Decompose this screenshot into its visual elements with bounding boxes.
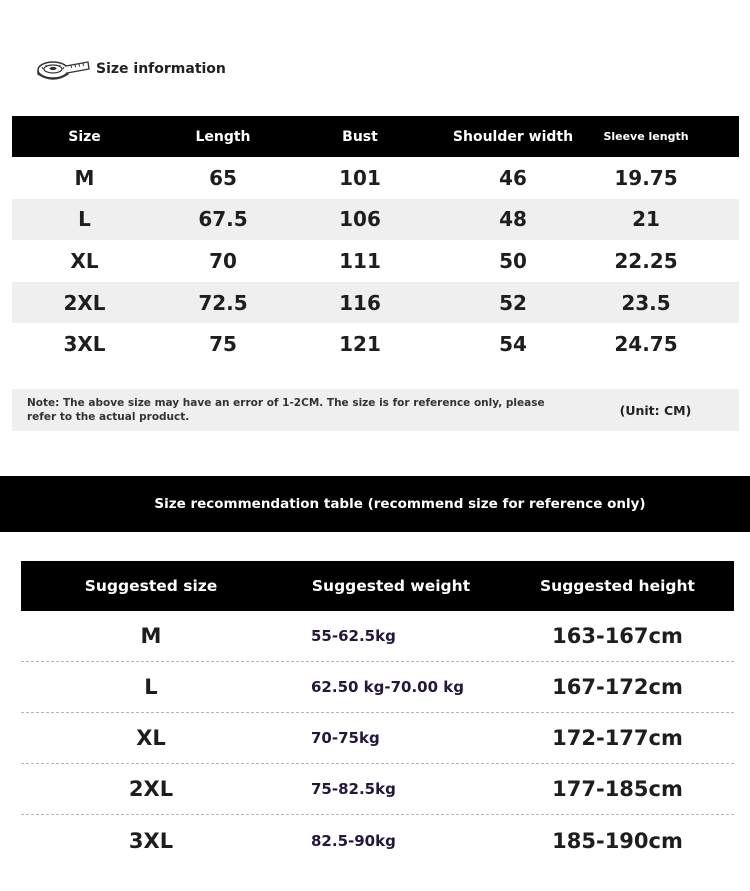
- col-suggested-weight: Suggested weight: [311, 577, 471, 595]
- table-row: [21, 713, 734, 764]
- cell-bust: 101: [339, 165, 381, 190]
- note-text: Note: The above size may have an error of 1-2CM. The size is for reference only, please refer to the actual product.: [27, 397, 545, 423]
- cell-suggested-weight: 82.5-90kg: [311, 831, 396, 850]
- size-note: [12, 389, 739, 431]
- cell-sleeve: 21: [632, 207, 660, 232]
- table-row: [12, 240, 739, 282]
- col-size: Size: [68, 128, 101, 145]
- table-row: [21, 611, 734, 662]
- cell-suggested-weight: 70-75kg: [311, 729, 380, 747]
- cell-suggested-height: 185-190cm: [552, 828, 683, 853]
- cell-sleeve: 24.75: [614, 332, 678, 357]
- table-row: [12, 323, 739, 365]
- table-row: [12, 282, 739, 324]
- cell-suggested-weight: 62.50 kg-70.00 kg: [311, 678, 464, 696]
- cell-length: 72.5: [198, 290, 248, 315]
- cell-suggested-weight: 75-82.5kg: [311, 780, 396, 798]
- cell-shoulder: 54: [499, 332, 527, 357]
- col-suggested-height: Suggested height: [540, 577, 695, 595]
- cell-bust: 106: [339, 207, 381, 232]
- recommend-table-header: [21, 561, 734, 611]
- cell-suggested-weight: 55-62.5kg: [311, 627, 396, 645]
- cell-sleeve: 23.5: [621, 290, 671, 315]
- cell-shoulder: 48: [499, 207, 527, 232]
- table-row: [21, 815, 734, 866]
- unit-label: (Unit: CM): [619, 402, 692, 418]
- cell-sleeve: 22.25: [614, 248, 678, 273]
- col-bust: Bust: [342, 128, 378, 145]
- cell-length: 65: [209, 165, 237, 190]
- table-row: [12, 199, 739, 241]
- table-row: [21, 764, 734, 815]
- cell-suggested-size: M: [140, 624, 162, 648]
- cell-sleeve: 19.75: [614, 165, 678, 190]
- table-row: [21, 662, 734, 713]
- page-title: Size information: [96, 61, 226, 77]
- recommend-table: [21, 561, 734, 866]
- col-suggested-size: Suggested size: [84, 577, 218, 595]
- cell-shoulder: 50: [499, 248, 527, 273]
- cell-bust: 121: [339, 332, 381, 357]
- cell-shoulder: 52: [499, 290, 527, 315]
- cell-suggested-size: XL: [136, 726, 166, 750]
- size-info-header: [36, 56, 226, 82]
- col-length: Length: [195, 128, 251, 145]
- cell-size: 3XL: [63, 332, 106, 357]
- cell-bust: 116: [339, 290, 381, 315]
- cell-length: 67.5: [198, 207, 248, 232]
- cell-suggested-size: L: [144, 675, 158, 699]
- col-sleeve-length: Sleeve length: [603, 129, 689, 143]
- cell-length: 70: [209, 248, 237, 273]
- cell-suggested-size: 2XL: [128, 777, 174, 801]
- cell-bust: 111: [339, 248, 381, 273]
- cell-suggested-height: 177-185cm: [552, 777, 683, 801]
- cell-size: M: [74, 165, 95, 190]
- size-table-header: [12, 116, 739, 157]
- col-shoulder-width: Shoulder width: [452, 128, 574, 145]
- cell-size: L: [78, 207, 91, 232]
- cell-shoulder: 46: [499, 165, 527, 190]
- cell-size: 2XL: [63, 290, 106, 315]
- cell-suggested-size: 3XL: [128, 828, 174, 853]
- cell-suggested-height: 167-172cm: [552, 675, 683, 699]
- cell-size: XL: [70, 248, 99, 273]
- recommendation-banner: Size recommendation table (recommend size for reference only): [0, 476, 750, 532]
- cell-suggested-height: 172-177cm: [552, 726, 683, 750]
- table-row: [12, 157, 739, 199]
- cell-suggested-height: 163-167cm: [552, 624, 683, 648]
- cell-length: 75: [209, 332, 237, 357]
- tape-measure-icon: [36, 56, 90, 82]
- size-table: [12, 116, 739, 365]
